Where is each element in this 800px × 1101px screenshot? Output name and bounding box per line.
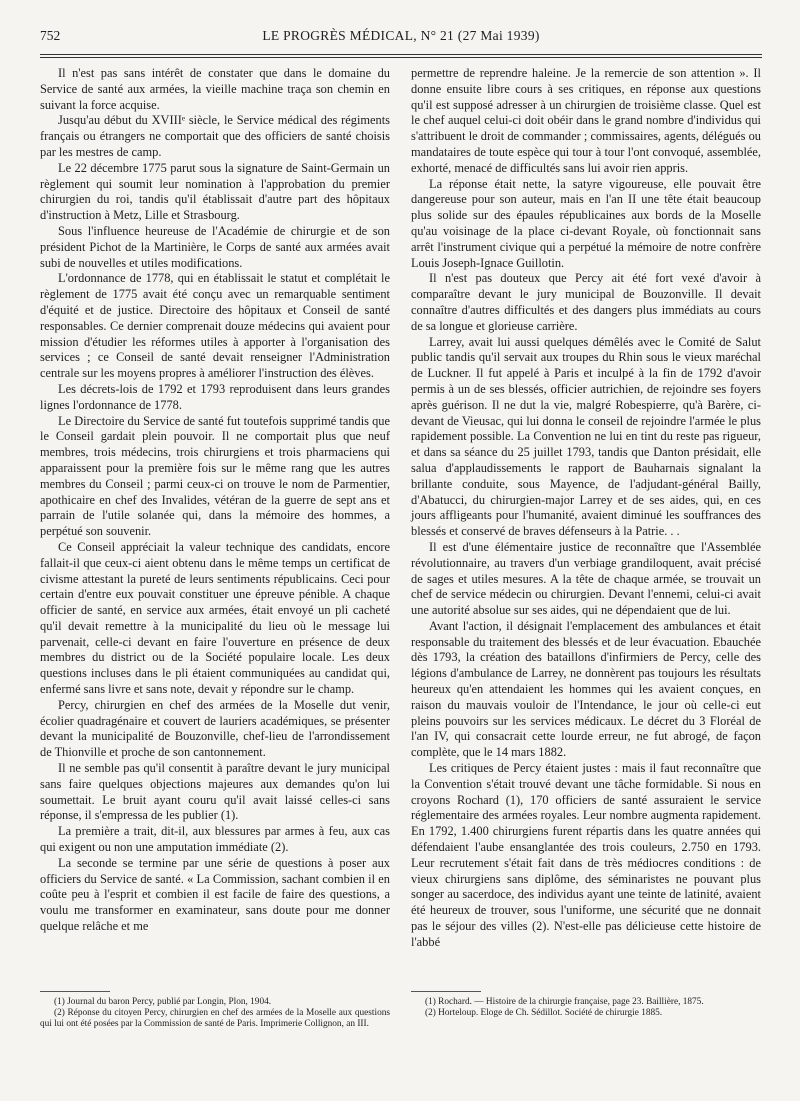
paragraph: permettre de reprendre haleine. Je la remercie de son attention ». Il donne ensuite libre cours à ses critiques, en réponse aux questions qu'il est supposé adresser à un chirurgien de troisième classe. Quel est le chef auquel celui-ci doit obéir dans le grand nombre d'individus qui s'attribuent le droit de commander ; commissaires, agents, délégués ou mandataires de toute espèce qui tour à tour l'ont convoqué, assemblée, exhorté, menacé de difficultés sans lui avoir rien appris.	[411, 66, 761, 175]
left-footnotes	[40, 997, 390, 1031]
footnote: (1) Journal du baron Percy, publié par Longin, Plon, 1904.	[54, 997, 272, 1007]
paragraph: Larrey, avait lui aussi quelques démêlés avec le Comité de Salut public tandis qu'il servait aux troupes du Rhin sous le vieux maréchal de Luckner. Il fut appelé à Paris et inculpé à la fin de 1792 d'avoir permis à un de ses blessés, officier autrichien, de rejoindre ses foyers après guérison. Il ne dut la vie, malgré Robespierre, qu'à Barère, ci-devant de Vieusac, qui lui donna le conseil de rejoindre l'armée le plus rapidement possible. La Convention ne lui en tint du reste pas rigueur, et dans sa séance du 25 juillet 1793, tandis que Danton présidait, elle salua d'applaudissements le rapport de Bauharnais signalant la brillante conduite, sous Mayence, de l'adjudant-général Bailly, d'Abatucci, du chirurgien-major Larrey et de ses aides, qui, en ces jours affligeants pour l'humanité, avaient diminué les souffrances des blessés et conservé de braves défenseurs à la Patrie. . .	[411, 334, 761, 539]
footnote-rule	[40, 991, 110, 992]
paragraph: Ce Conseil appréciait la valeur technique des candidats, encore fallait-il que ceux-ci aient obtenu dans le même temps un certificat de civisme attestant la pureté de leurs sentiments républicains. Ceci pour certain d'entre eux pouvait constituer une épreuve pénible. A chaque officier de santé, en service aux armées, était envoyé un pli cacheté qu'il devait remettre à la municipalité du lieu où le message lui parvenait, celle-ci devant en faire l'ouverture en présence de deux membres du district ou de la Société populaire locale. Les deux questions incluses dans le pli étaient communiquées au candidat qui, enfermé sans livre et sans note, devait y répondre sur le champ.	[40, 539, 390, 697]
paragraph: La première a trait, dit-il, aux blessures par armes à feu, aux cas qui exigent ou non une amputation immédiate (2).	[40, 824, 390, 855]
paragraph: Le 22 décembre 1775 parut sous la signature de Saint-Germain un règlement qui soumit leur nomination à l'approbation du premier chirurgien du roi, tandis qu'il établissait d'autre part des hôpitaux d'instruction à Metz, Lille et Strasbourg.	[40, 160, 390, 223]
paragraph: Il n'est pas douteux que Percy ait été fort vexé d'avoir à comparaître devant le jury municipal de Bouzonville. Il devait connaître d'autres difficultés et des dangers plus immédiats au cours de sa longue et glorieuse carrière.	[411, 271, 761, 333]
footnote: (2) Réponse du citoyen Percy, chirurgien en chef des armées de la Moselle aux questions qui lui ont été posées par la Commission de santé de Paris. Imprimerie Collignon, an III.	[40, 1008, 390, 1030]
left-column	[40, 66, 390, 935]
page-header	[40, 28, 762, 50]
paragraph: Il n'est pas sans intérêt de constater que dans le domaine du Service de santé aux armées, la vieille machine traça son chemin en suivant la force acquise.	[40, 66, 390, 112]
paragraph: Sous l'influence heureuse de l'Académie de chirurgie et de son président Pichot de la Martinière, le Corps de santé aux armées avait subi de nouvelles et utiles modifications.	[40, 223, 390, 270]
header-rule	[40, 54, 762, 55]
footnote: (2) Horteloup. Eloge de Ch. Sédillot. Société de chirurgie 1885.	[425, 1008, 663, 1019]
paragraph: Les critiques de Percy étaient justes : mais il faut reconnaître que la Convention s'était trouvé devant une tâche formidable. Si nous en croyons Rochard (1), 170 officiers de santé assuraient le service réglementaire des armées royales. Leur nombre augmenta rapidement. En 1792, 1.400 chirurgiens furent répartis dans les quatre années qui défendaient l'aube ensanglantée des trois couleurs, 2.750 en 1793. Leur recrutement s'était fait dans de très médiocres conditions : de vieux chirurgiens sans diplôme, des séminaristes ne pouvant plus songer au sacerdoce, des individus ayant une teinte de latinité, avaient été heureux de trouver, sous l'uniforme, une sécurité que ne donnait pas le séjour des villes (2). N'est-elle pas délicieuse cette histoire de l'abbé	[411, 761, 761, 949]
footnote: (1) Rochard. — Histoire de la chirurgie française, page 23. Baillière, 1875.	[425, 997, 704, 1007]
paragraph: Percy, chirurgien en chef des armées de la Moselle dut venir, écolier quadragénaire et couvert de lauriers académiques, se présenter devant la municipalité de Bouzonville, chef-lieu de l'arrondissement de Thionville et proche de son cantonnement.	[40, 697, 390, 760]
paragraph: Il est d'une élémentaire justice de reconnaître que l'Assemblée révolutionnaire, au travers d'un verbiage grandiloquent, avait précisé de sages et utiles mesures. A la tête de chaque armée, se trouvait un chef de service médecin ou chirurgien. Devant l'ennemi, celui-ci avait une autorité absolue sur ses aides, qui ne dépendaient que de lui.	[411, 539, 761, 618]
paragraph: Les décrets-lois de 1792 et 1793 reproduisent dans leurs grandes lignes l'ordonnance de 1778.	[40, 381, 390, 412]
running-title: LE PROGRÈS MÉDICAL, N° 21 (27 Mai 1939)	[262, 28, 540, 43]
paragraph: Il ne semble pas qu'il consentit à paraître devant le jury municipal sans faire quelques objections majeures aux demandes qu'on lui soumettait. Le bruit ayant couru qu'il avait laissé celles-ci sans réponse, il s'empressa de les publier (1).	[40, 761, 390, 823]
right-footnotes	[411, 997, 761, 1019]
paragraph: Le Directoire du Service de santé fut toutefois supprimé tandis que le Conseil gardait plein pouvoir. Il ne comportait plus que neuf membres, trois médecins, trois chirurgiens et trois pharmaciens qui apparaissent pour la première fois sur le même rang que les autres membres du Conseil ; parmi ceux-ci on trouve le nom de Parmentier, apothicaire en chef des Invalides, vétéran de la guerre de sept ans et parrain de l'utile solanée qui, dans la mémoire des hommes, a perpétué son souvenir.	[40, 413, 390, 539]
paragraph: Avant l'action, il désignait l'emplacement des ambulances et était responsable du traitement des blessés et de leur évacuation. Ebauchée dès 1793, la création des bataillons d'infirmiers de Percy, celle des légions d'ambulance de Larrey, ne donnèrent pas toujours les résultats heureux qu'en attendaient les hommes qui les avaient conçues, en raison du mauvais vouloir de l'Intendance, le jour où celle-ci eut pleins pouvoirs sur les services médicaux. Le décret du 3 Floréal de l'an IV, qui consacrait cette lourde erreur, ne fut abrogé, de façon complète, que le 14 mars 1882.	[411, 618, 761, 760]
paragraph: La réponse était nette, la satyre vigoureuse, elle pouvait être dangereuse pour son auteur, mais en l'an II une tête était beaucoup plus solide sur des épaules républicaines aux bords de la Moselle qu'au voisinage de la place ci-devant Royale, où fonctionnait sans arrêt l'instrument civique qui a perpétué la mémoire de notre confrère Louis Joseph-Ignace Guillotin.	[411, 176, 761, 270]
paragraph: La seconde se termine par une série de questions à poser aux officiers du Service de santé. « La Commission, sachant combien il en coûte peu à l'esprit et combien il est facile de faire des questions, a voulu me transformer en examinateur, sans doute pour me donner quelque relâche et me	[40, 855, 390, 934]
paragraph: L'ordonnance de 1778, qui en établissait le statut et complétait le règlement de 1775 avait été conçu avec un remarquable sentiment d'équité et de justice. Directoire des hôpitaux et Conseil de santé responsables. Ce dernier comprenait douze médecins qui avaient pour mission d'étudier les réformes utiles à apporter à l'organisation des services ; ce Conseil de santé devait renseigner l'Administration centrale sur les moyens propres à améliorer l'instruction des élèves.	[40, 271, 390, 381]
right-column	[411, 66, 761, 951]
footnote-rule	[411, 991, 481, 992]
page-number: 752	[40, 28, 61, 43]
header-rule	[40, 57, 762, 58]
paragraph: Jusqu'au début du XVIIIᵉ siècle, le Service médical des régiments français ou étrangers ne comportait que des officiers de santé choisis par les mestres de camp.	[40, 113, 390, 159]
